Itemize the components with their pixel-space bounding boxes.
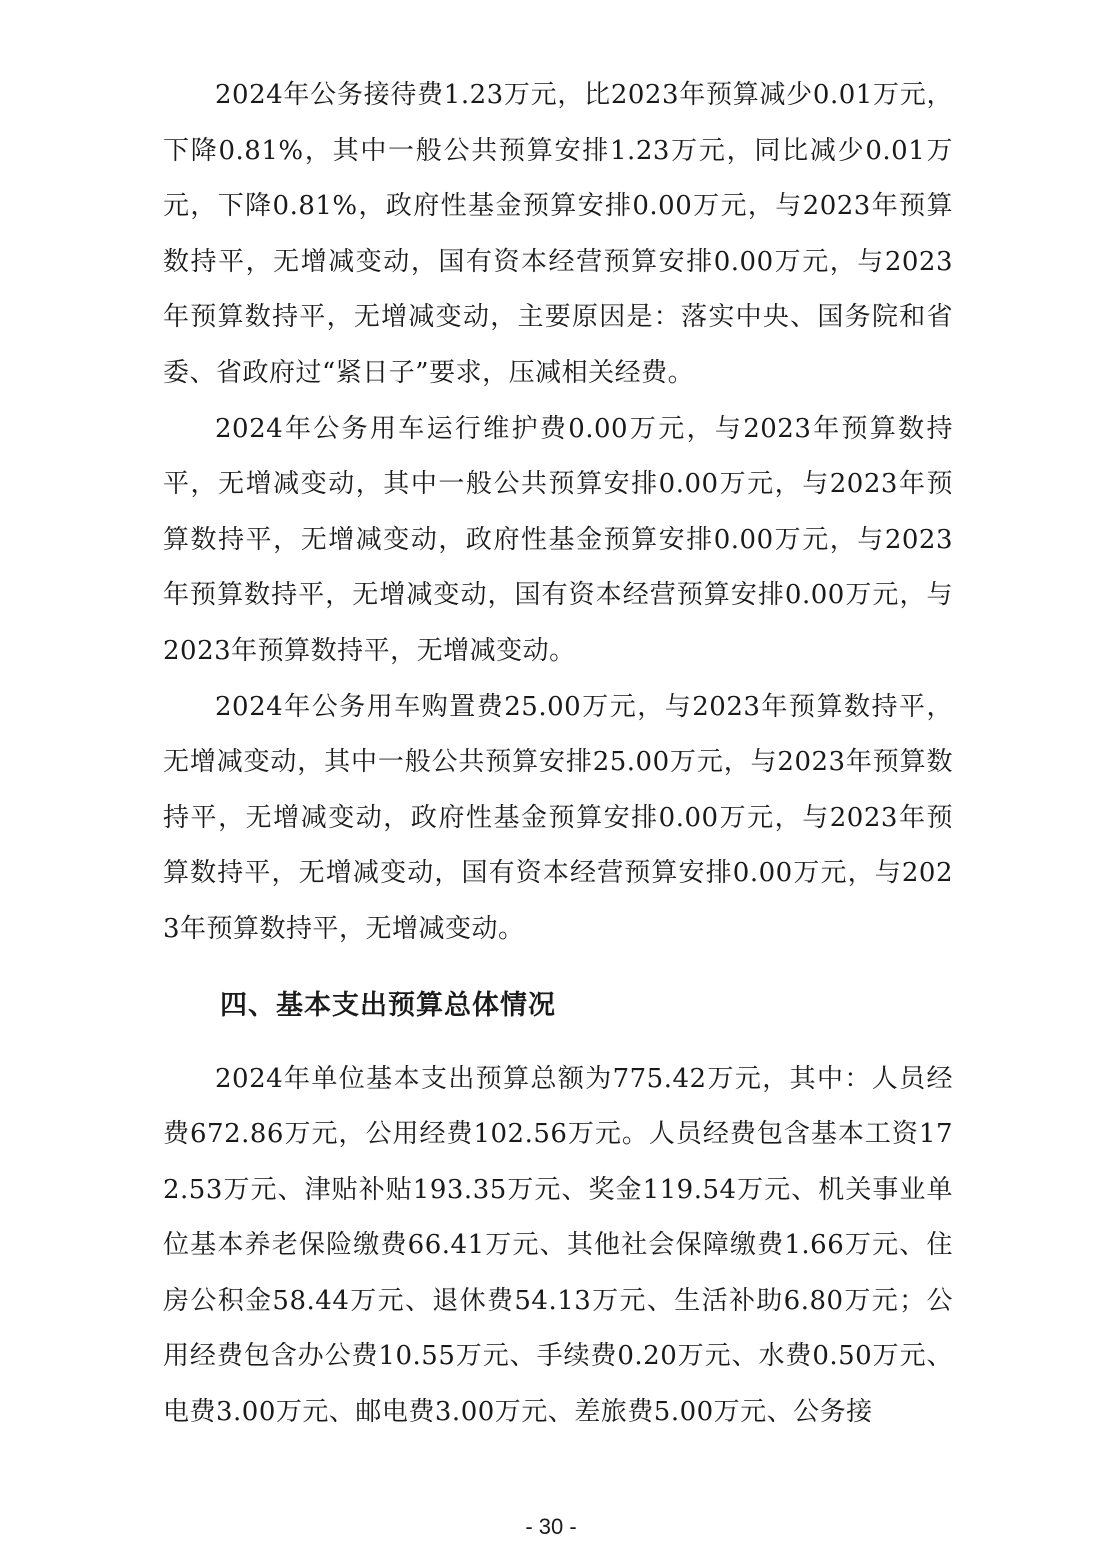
paragraph-vehicle-purchase: 2024年公务用车购置费25.00万元，与2023年预算数持平，无增减变动，其中一般公共预算安排25.00万元，与2023年预算数持平，无增减变动，政府性基金预算安排0.00万元，与2023年预算数持平，无增减变动，国有资本经营预算安排0.00万元，与2023年预算数持平，无增减变动。: [163, 691, 953, 944]
paragraph-basic-expenditure: 2024年单位基本支出预算总额为775.42万元，其中：人员经费672.86万元，公用经费102.56万元。人员经费包含基本工资172.53万元、津贴补贴193.35万元、奖金119.54万元、机关事业单位基本养老保险缴费66.41万元、其他社会保障缴费1.66万元、住房公积金58.44万元、退休费54.13万元、生活补助6.80万元；公用经费包含办公费10.55万元、手续费0.20万元、水费0.50万元、电费3.00万元、邮电费3.00万元、差旅费5.00万元、公务接: [163, 1063, 953, 1428]
document-body: [163, 68, 953, 1441]
section-heading: 四、基本支出预算总体情况: [220, 989, 556, 1021]
page-number: - 30 -: [525, 1514, 577, 1539]
paragraph-reception-fees: 2024年公务接待费1.23万元，比2023年预算减少0.01万元，下降0.81%，其中一般公共预算安排1.23万元，同比减少0.01万元，下降0.81%，政府性基金预算安排0.00万元，与2023年预算数持平，无增减变动，国有资本经营预算安排0.00万元，与2023年预算数持平，无增减变动，主要原因是：落实中央、国务院和省委、省政府过“紧日子”要求，压减相关经费。: [163, 80, 953, 388]
paragraph-vehicle-maintenance: 2024年公务用车运行维护费0.00万元，与2023年预算数持平，无增减变动，其中一般公共预算安排0.00万元，与2023年预算数持平，无增减变动，政府性基金预算安排0.00万元，与2023年预算数持平，无增减变动，国有资本经营预算安排0.00万元，与2023年预算数持平，无增减变动。: [163, 413, 953, 666]
